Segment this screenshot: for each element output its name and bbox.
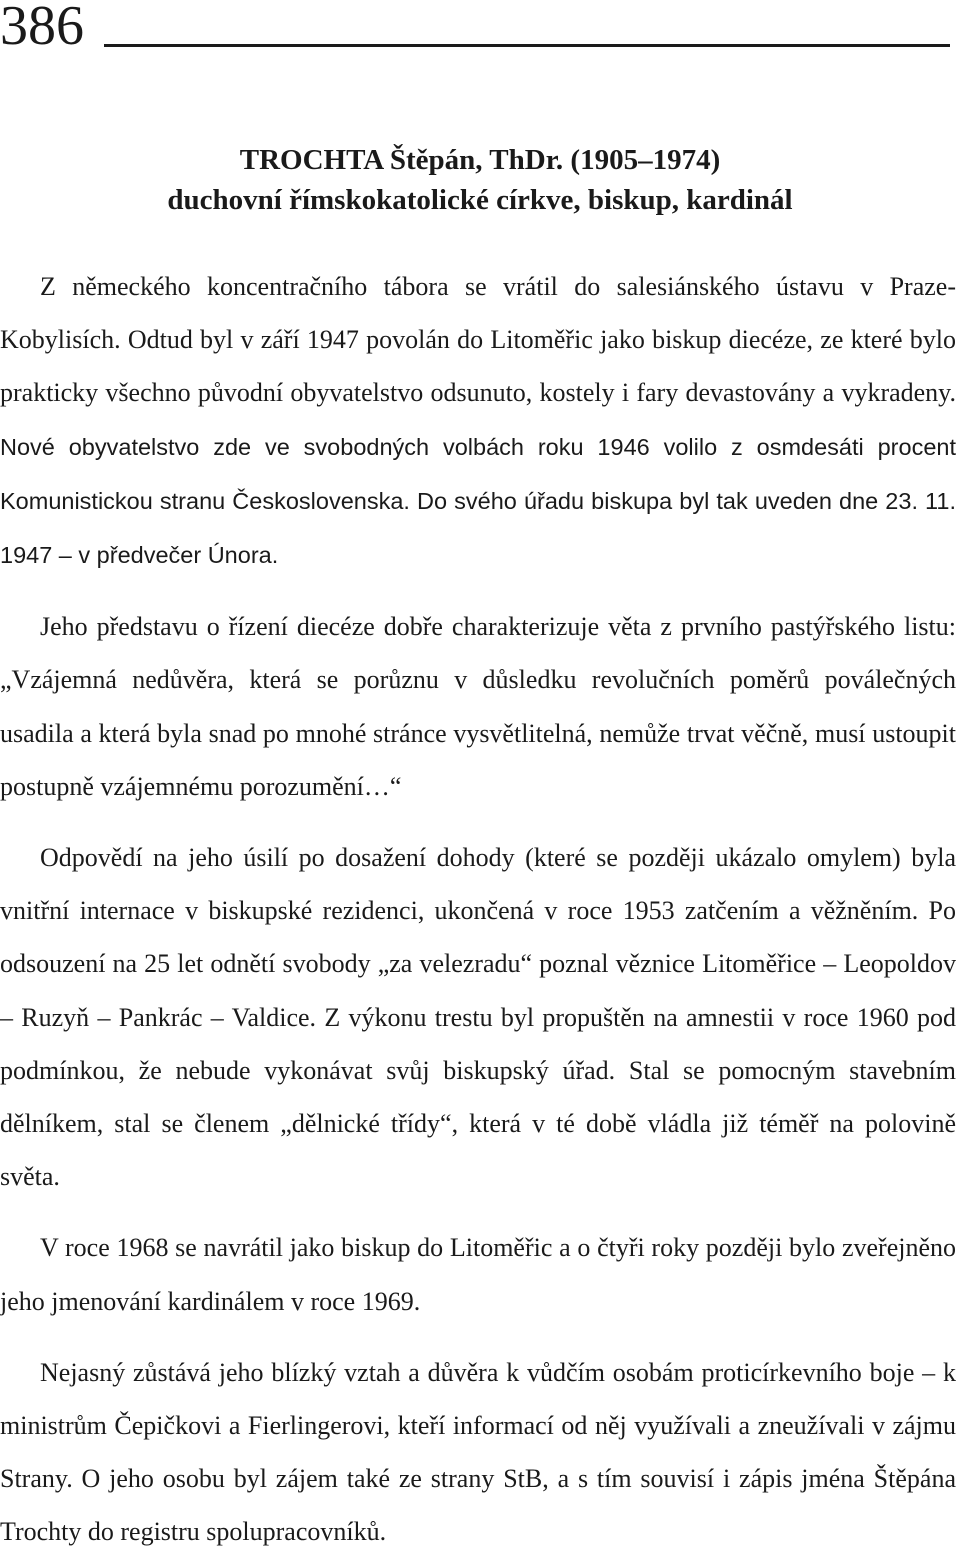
paragraph-segment: Nejasný zůstává jeho blízký vztah a důvěra k vůdčím osobám proticírkevního boje – k ministrům Čepičkovi a Fierlingerovi, kteří informací od něj využívali a zneužívali v zájmu Strany. O jeho osobu byl zájem také ze strany StB, a s tím souvisí i zápis jména Štěpána Trochty do registru spolupracovníků. [0,1357,956,1547]
page-number: 386 [0,0,84,57]
paragraph-segment: Do svého úřadu biskupa byl tak uveden dne 23. 11. 1947 – v předvečer Února. [0,487,956,569]
paragraph-segment: Odpovědí na jeho úsilí po dosažení dohody (které se později ukázalo omylem) byla vnitřní internace v biskupské rezidenci, ukončená v roce 1953 zatčením a věžněním. Po odsouzení na 25 let odnětí svobody „za velezradu“ poznal věznice Litoměřice – Leopoldov – Ruzyň – Pankrác – Valdice. [0,843,956,1032]
paragraph-4 [0,1221,956,1327]
entry-body [0,260,956,1559]
entry-subtitle: duchovní římskokatolické církve, biskup, kardinál [167,184,793,216]
paragraph-segment: Z výkonu trestu byl propuštěn na amnestii v roce 1960 pod podmínkou, že nebude vykonávat svůj biskupský úřad. [0,1002,956,1085]
paragraph-3 [0,831,956,1203]
paragraph-5 [0,1346,956,1559]
paragraph-segment: V roce 1968 se navrátil jako biskup do Litoměřic a o čtyři roky později bylo zveřejněno jeho jmenování kardinálem v roce 1969. [0,1233,956,1316]
paragraph-segment: Jeho představu o řízení diecéze dobře charakterizuje věta z prvního pastýřského listu: „Vzájemná nedůvěra, která se porůznu v důsledku revolučních poměrů poválečných usadila a která byla snad po mnohé stránce vysvětlitelná, nemůže trvat věčně, musí ustoupit postupně vzájemnému porozumění…“ [0,612,956,801]
paragraph-1 [0,260,956,582]
paragraph-2 [0,600,956,813]
entry-name: TROCHTA Štěpán, ThDr. [239,144,564,176]
entry-heading [0,140,960,220]
paragraph-segment: Nové obyvatelstvo zde ve svobodných volbách roku 1946 volilo z osmdesáti procent Komunistickou stranu Československa. [0,433,956,514]
header-rule [104,44,950,47]
paragraph-segment: Stal se pomocným stavebním dělníkem, stal se členem „dělnické třídy“, která v té době vládla již téměř na polovině světa. [0,1055,956,1192]
paragraph-segment: Z německého koncentračního tábora se vrátil do salesiánského ústavu v Praze-Kobylisích. Odtud byl v září 1947 povolán do Litoměřic jako biskup diecéze, ze které bylo prakticky všechno původní obyvatelstvo odsunuto, kostely i fary devastovány a vykradeny. [0,272,956,408]
entry-years: (1905–1974) [570,144,721,176]
entry-title-line [0,140,960,180]
